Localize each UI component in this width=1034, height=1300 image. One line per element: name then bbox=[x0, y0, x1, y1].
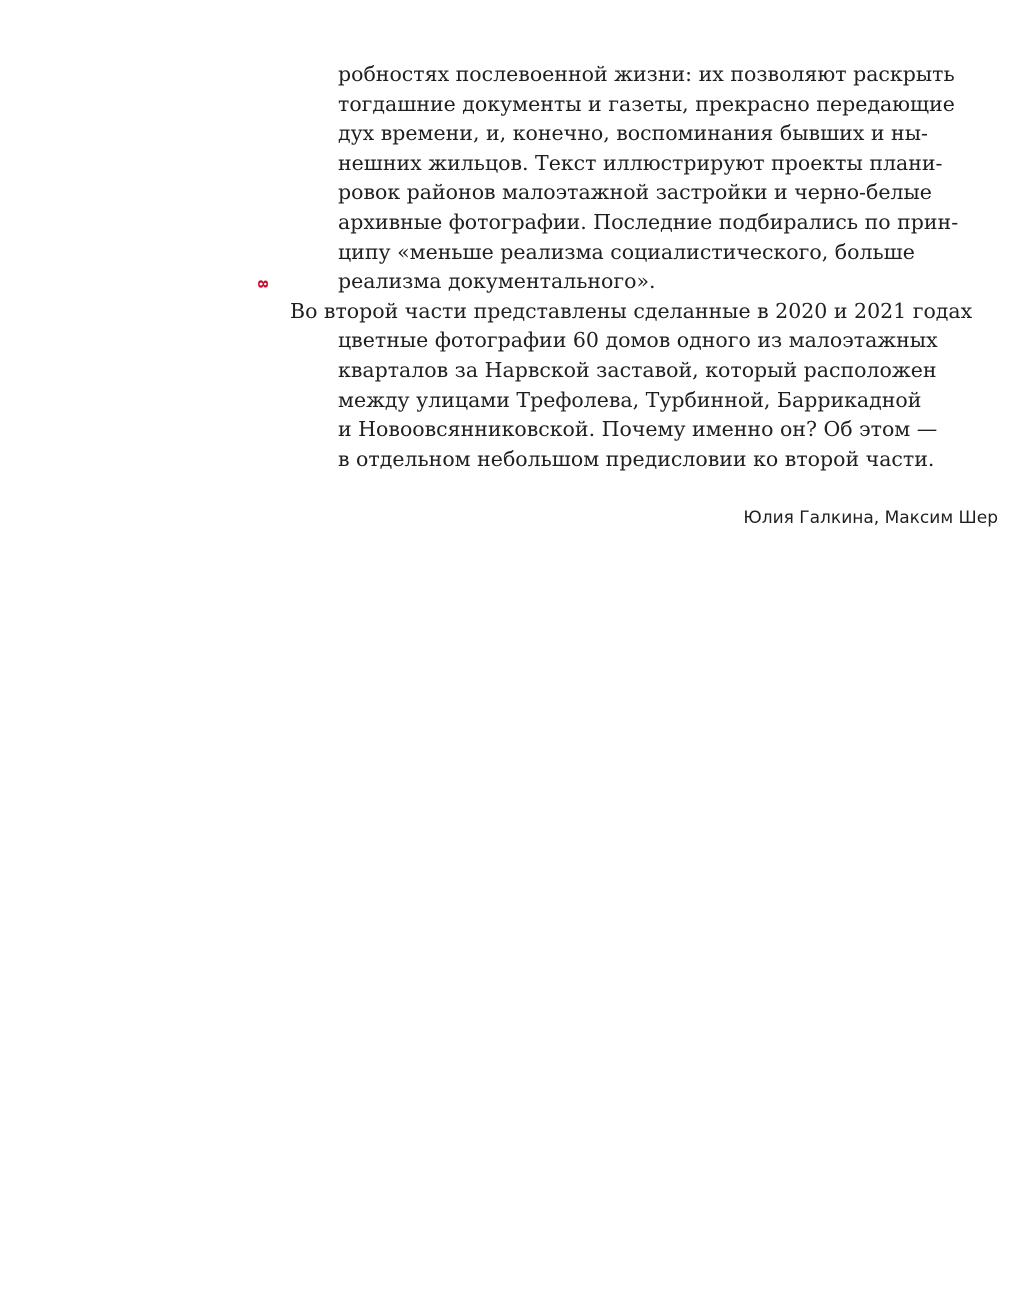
paragraph-1-line-7: ципу «меньше реализма социалистического, больше bbox=[338, 239, 915, 264]
paragraph-1-line-5: ровок районов малоэтажной застройки и черно-белые bbox=[338, 180, 932, 205]
paragraph-2-line-4: между улицами Трефолева, Турбинной, Баррикадной bbox=[338, 387, 922, 412]
body-text bbox=[290, 60, 1010, 474]
page-number: 8 bbox=[254, 279, 269, 289]
paragraph-1-line-4: нешних жильцов. Текст иллюстрируют проекты плани- bbox=[338, 150, 943, 175]
paragraph-1-line-1: робностях послевоенной жизни: их позволяют раскрыть bbox=[338, 62, 955, 86]
paragraph-2-line-5: и Новоовсянниковской. Почему именно он? Об этом — bbox=[338, 417, 938, 442]
paragraph-1-line-8: реализма документального». bbox=[338, 269, 656, 294]
paragraph-1-line-2: тогдашние документы и газеты, прекрасно передающие bbox=[338, 91, 955, 116]
paragraph-1-line-6: архивные фотографии. Последние подбирались по прин- bbox=[338, 209, 959, 234]
paragraph-2-line-6: в отдельном небольшом предисловии ко второй части. bbox=[338, 446, 935, 471]
paragraph-1-line-3: дух времени, и, конечно, воспоминания бывших и ны- bbox=[338, 121, 928, 146]
paragraph-2-line-1: Во второй части представлены сделанные в 2020 и 2021 годах bbox=[290, 298, 973, 323]
paragraph-2-line-3: кварталов за Нарвской заставой, который расположен bbox=[338, 357, 937, 382]
paragraph-2-line-2: цветные фотографии 60 домов одного из малоэтажных bbox=[338, 328, 938, 353]
authors-signature: Юлия Галкина, Максим Шер bbox=[743, 508, 998, 528]
